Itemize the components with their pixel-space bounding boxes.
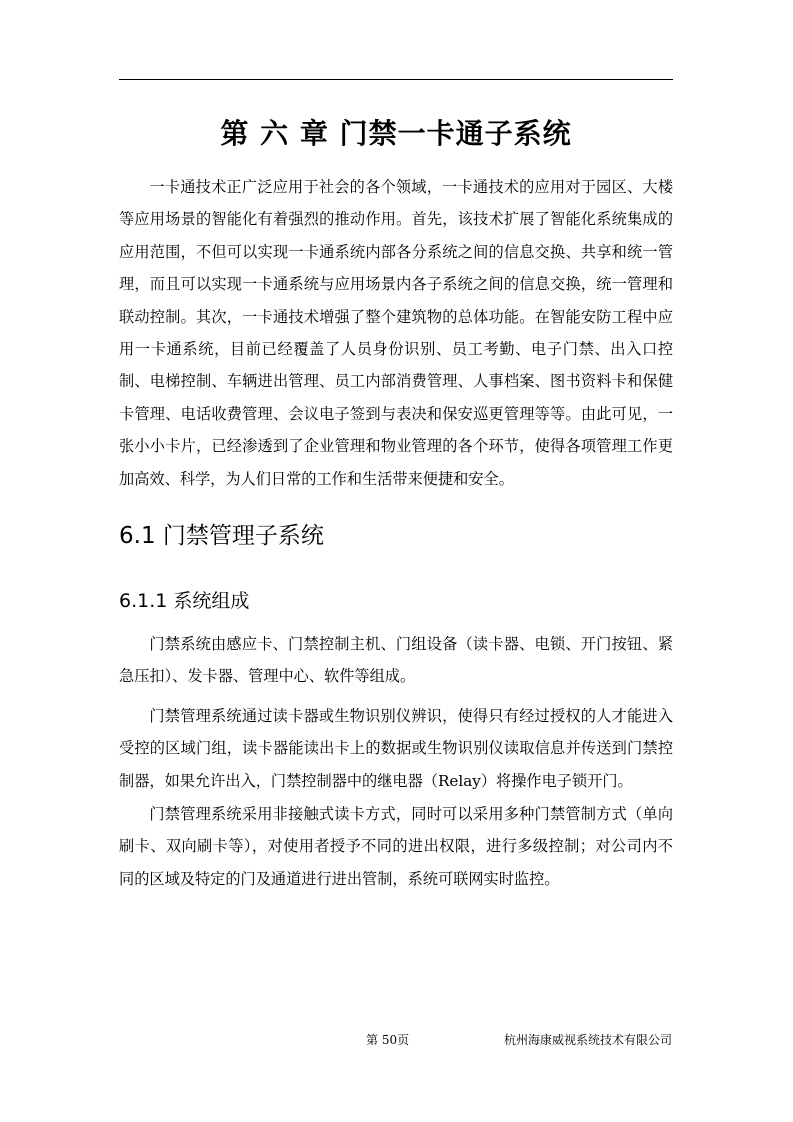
footer-company-name: 杭州海康威视系统技术有限公司 xyxy=(503,1033,672,1047)
paragraph-system-components: 门禁系统由感应卡、门禁控制主机、门组设备（读卡器、电锁、开门按钮、紧急压扣）、发卡器、管理中心、软件等组成。 xyxy=(119,635,673,686)
subsection-heading: 6.1.1 系统组成 xyxy=(119,590,250,612)
intro-paragraph: 一卡通技术正广泛应用于社会的各个领域，一卡通技术的应用对于园区、大楼等应用场景的智能化有着强烈的推动作用。首先，该技术扩展了智能化系统集成的应用范围，不但可以实现一卡通系统内部各分系统之间的信息交换、共享和统一管理，而且可以实现一卡通系统与应用场景内各子系统之间的信息交换，统一管理和联动控制。其次，一卡通技术增强了整个建筑物的总体功能。在智能安防工程中应用一卡通系统，目前已经覆盖了人员身份识别、员工考勤、电子门禁、出入口控制、电梯控制、车辆进出管理、员工内部消费管理、人事档案、图书资料卡和保健卡管理、电话收费管理、会议电子签到与表决和保安巡更管理等等。由此可见，一张小小卡片，已经渗透到了企业管理和物业管理的各个环节，使得各项管理工作更加高效、科学，为人们日常的工作和生活带来便捷和安全。 xyxy=(119,178,673,488)
header-rule xyxy=(119,79,673,80)
paragraph-access-control-mode: 门禁管理系统采用非接触式读卡方式，同时可以采用多种门禁管制方式（单向刷卡、双向刷卡等），对使用者授予不同的进出权限，进行多级控制；对公司内不同的区域及特定的门及通道进行进出管制，系统可联网实时监控。 xyxy=(119,805,673,888)
footer-page-number: 第 50页 xyxy=(366,1033,410,1047)
chapter-title: 第 六 章 门禁一卡通子系统 xyxy=(220,117,572,150)
paragraph-card-reader: 门禁管理系统通过读卡器或生物识别仪辨识，使得只有经过授权的人才能进入受控的区域门组，读卡器能读出卡上的数据或生物识别仪读取信息并传送到门禁控制器，如果允许出入，门禁控制器中的继电器（Relay）将操作电子锁开门。 xyxy=(119,707,673,790)
section-heading: 6.1 门禁管理子系统 xyxy=(119,523,324,549)
